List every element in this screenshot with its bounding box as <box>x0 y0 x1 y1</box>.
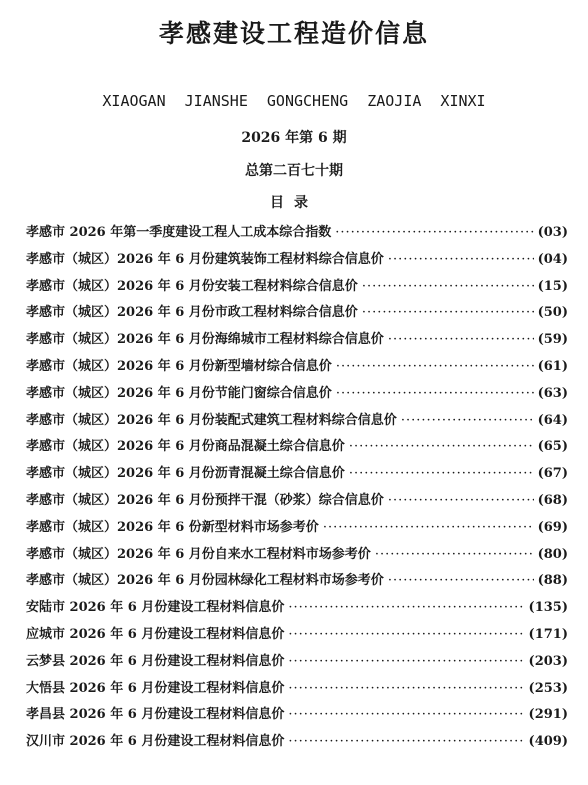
toc-dot-leader <box>388 252 534 267</box>
toc-entry-label: 孝感市（城区）2026 年 6 月份市政工程材料综合信息价 <box>26 305 358 321</box>
toc-entry-label: 孝感市 2026 年第一季度建设工程人工成本综合指数 <box>26 225 332 240</box>
toc-heading: 目录 <box>270 195 318 211</box>
toc-entry-page: (291) <box>528 707 568 723</box>
table-of-contents <box>26 221 568 757</box>
toc-entry-label: 孝感市（城区）2026 年 6 月份装配式建筑工程材料综合信息价 <box>26 412 397 428</box>
toc-entry[interactable] <box>26 435 568 462</box>
toc-dot-leader <box>288 707 524 722</box>
toc-entry-page: (59) <box>537 332 568 348</box>
toc-dot-leader <box>288 627 524 642</box>
toc-entry[interactable] <box>26 516 568 543</box>
toc-entry[interactable] <box>26 623 568 650</box>
toc-entry-page: (65) <box>537 439 568 455</box>
toc-entry[interactable] <box>26 355 568 382</box>
toc-entry-page: (03) <box>537 225 568 240</box>
toc-dot-leader <box>401 413 534 428</box>
pinyin-title: XIAOGAN JIANSHE GONGCHENG ZAOJIA XINXI <box>102 92 486 110</box>
toc-entry-label: 孝感市（城区）2026 年 6 份新型材料市场参考价 <box>26 519 319 535</box>
toc-entry-page: (69) <box>537 519 568 535</box>
toc-entry[interactable] <box>26 328 568 355</box>
toc-entry[interactable] <box>26 275 568 302</box>
toc-dot-leader <box>375 547 534 562</box>
toc-dot-leader <box>323 520 534 535</box>
toc-entry[interactable] <box>26 301 568 328</box>
toc-entry-label: 孝感市（城区）2026 年 6 月份节能门窗综合信息价 <box>26 385 332 401</box>
toc-dot-leader <box>288 734 524 749</box>
toc-entry-label: 孝感市（城区）2026 年 6 月份商品混凝土综合信息价 <box>26 439 345 455</box>
toc-entry-page: (409) <box>528 734 568 750</box>
total-issue-number: 总第二百七十期 <box>245 163 343 179</box>
toc-dot-leader <box>336 359 534 374</box>
toc-entry-page: (64) <box>537 412 568 428</box>
toc-entry-label: 孝昌县 2026 年 6 月份建设工程材料信息价 <box>26 707 285 723</box>
toc-entry[interactable] <box>26 650 568 677</box>
toc-entry[interactable] <box>26 382 568 409</box>
toc-entry-label: 孝感市（城区）2026 年 6 月份海绵城市工程材料综合信息价 <box>26 332 384 348</box>
toc-dot-leader <box>349 466 534 481</box>
toc-entry-page: (67) <box>537 466 568 482</box>
toc-entry-label: 孝感市（城区）2026 年 6 月份沥青混凝土综合信息价 <box>26 466 345 482</box>
toc-entry-page: (63) <box>537 385 568 401</box>
toc-entry-label: 安陆市 2026 年 6 月份建设工程材料信息价 <box>26 600 285 616</box>
toc-entry-page: (88) <box>537 573 568 589</box>
toc-entry-page: (61) <box>537 358 568 374</box>
toc-dot-leader <box>349 439 534 454</box>
issue-number: 2026 年第 6 期 <box>241 130 347 146</box>
toc-entry-label: 大悟县 2026 年 6 月份建设工程材料信息价 <box>26 680 285 696</box>
toc-dot-leader <box>288 654 524 669</box>
toc-dot-leader <box>335 225 533 240</box>
toc-entry[interactable] <box>26 489 568 516</box>
toc-entry[interactable] <box>26 543 568 570</box>
toc-entry-label: 孝感市（城区）2026 年 6 月份园林绿化工程材料市场参考价 <box>26 573 384 589</box>
toc-entry-label: 孝感市（城区）2026 年 6 月份安装工程材料综合信息价 <box>26 278 358 294</box>
toc-entry-label: 云梦县 2026 年 6 月份建设工程材料信息价 <box>26 653 285 669</box>
toc-entry-label: 汉川市 2026 年 6 月份建设工程材料信息价 <box>26 734 285 750</box>
toc-entry-label: 孝感市（城区）2026 年 6 月份新型墙材综合信息价 <box>26 358 332 374</box>
toc-entry-page: (15) <box>537 278 568 294</box>
toc-entry[interactable] <box>26 248 568 275</box>
toc-dot-leader <box>362 305 534 320</box>
toc-entry[interactable] <box>26 677 568 704</box>
toc-entry-page: (171) <box>528 626 568 642</box>
toc-entry[interactable] <box>26 462 568 489</box>
toc-dot-leader <box>288 600 524 615</box>
toc-dot-leader <box>388 573 534 588</box>
toc-entry-page: (68) <box>537 492 568 508</box>
toc-entry-label: 孝感市（城区）2026 年 6 月份预拌干混（砂浆）综合信息价 <box>26 492 384 508</box>
toc-entry[interactable] <box>26 221 568 248</box>
toc-entry-label: 孝感市（城区）2026 年 6 月份自来水工程材料市场参考价 <box>26 546 371 562</box>
toc-entry-page: (04) <box>537 251 568 267</box>
toc-entry-page: (203) <box>528 653 568 669</box>
toc-dot-leader <box>288 681 524 696</box>
toc-entry-label: 应城市 2026 年 6 月份建设工程材料信息价 <box>26 626 285 642</box>
main-title: 孝感建设工程造价信息 <box>158 19 429 48</box>
toc-dot-leader <box>388 493 534 508</box>
toc-entry-page: (135) <box>528 600 568 616</box>
toc-dot-leader <box>388 332 534 347</box>
toc-dot-leader <box>362 279 534 294</box>
toc-entry-page: (80) <box>537 546 568 562</box>
toc-dot-leader <box>336 386 534 401</box>
toc-entry[interactable] <box>26 596 568 623</box>
toc-entry-label: 孝感市（城区）2026 年 6 月份建筑装饰工程材料综合信息价 <box>26 251 384 267</box>
toc-entry[interactable] <box>26 730 568 757</box>
toc-entry[interactable] <box>26 569 568 596</box>
toc-entry-page: (50) <box>537 305 568 321</box>
toc-entry[interactable] <box>26 703 568 730</box>
toc-entry[interactable] <box>26 409 568 436</box>
toc-entry-page: (253) <box>528 680 568 696</box>
